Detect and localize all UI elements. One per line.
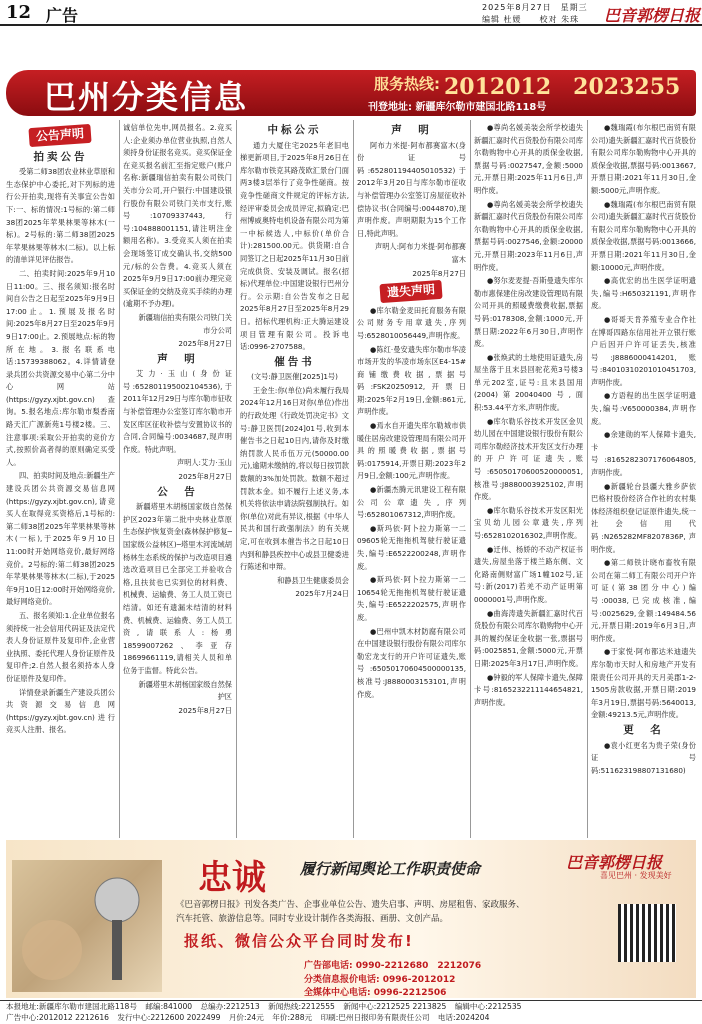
date: 2025年7月24日 [295, 589, 349, 599]
footer-item: 编辑中心:2212535 [454, 1002, 522, 1011]
lost-item: ●第二师铁计晓布畜牧有限公司在第二师工有限公司开户许可证(第38团分中心)编号:00038,已完成核准,编号:0025629,金额:149484.56元,开票日期:2019年6月3日,声明作废。 [591, 558, 696, 643]
lost-item: ●焉水自开遗失库尔勒城市供暖住居房改建设管理局有限公司开具的照暖费收据,票据号码:0175914,开票日期:2023年2月9日,金额:100元,声明作废。 [357, 421, 466, 481]
lost-item: ●张焕武的土地使用证遗失,房屋坐落于且末县回驼花苑3号楼3单元202室,证号:且末县国用(2004)第20040400号,面积:53.44平方米,声明作废。 [474, 352, 583, 413]
statement-heading: 声 明 [391, 124, 432, 136]
ad-headline: 忠诚 [198, 858, 266, 898]
lost-badge: 遗失声明 [380, 280, 443, 303]
notice-heading: 公 告 [157, 485, 198, 498]
footer-item: 发行中心:2212600 2022499 [117, 1013, 221, 1022]
statement-para: 艾力·玉山(身份证号:652801195002104536),于2011年12月29日与库尔勒市征收与补偿管理办公室签订库尔勒市开发区库区征收补偿与安置协议书的合同,合同编号:0034687,现声明作废。特此声明。 [123, 369, 232, 454]
promo-ad [6, 840, 696, 998]
footer-item: 印刷:巴州日报印务有限责任公司 [320, 1013, 430, 1022]
footer-item: 新闻中心:2212525 2213825 [343, 1002, 447, 1011]
lost-item: ●巴州中凯木材防腐有限公司在中国建设银行股份有限公司库尔勒宏龙支行的开户许可证遗失,账号:65050170604500000135,核准号:J8880003153101,声明作废。 [357, 626, 466, 699]
lost-item: ●方语程的出生医学证明遗失,编号:V650000384,声明作废。 [591, 391, 696, 426]
date: 2025年8月27日 [178, 705, 232, 715]
ad-image [12, 860, 162, 992]
notice-badge: 公告声明 [29, 124, 92, 147]
ad-phone: 全媒体中心电话: 0996-2212506 [304, 988, 447, 998]
signer: 声明人:艾力·玉山 [176, 458, 232, 468]
signer: 新疆瑞信拍卖有限公司铁门关市分公司 [138, 312, 232, 335]
classified-banner [6, 70, 696, 116]
auction-para: 五、报名须知:1.企业单位报名须持统一社会信用代码证及法定代表人身份证原件及复印件,企业营业执照、委托代理人身份证原件及复印件;2.自然人报名须持本人身份证原件及复印件。 [6, 610, 115, 683]
lost-item: ●新疆轮台县疆大雅乡萨依巴格村股份经济合作社的农村集体经济组织登记证原件遗失,统一社会信用代码:N265282MF8207836P,声明作废。 [591, 481, 696, 554]
section-title: 广告 [46, 6, 79, 25]
auction-heading: 拍卖公告 [33, 150, 88, 163]
footer-row [6, 1012, 702, 1023]
lost-item: ●钟毅的军人保障卡遗失,保障卡号:8165232211144654821,声明作废。 [474, 672, 583, 707]
auction-para: 二、拍卖时间:2025年9月10日11:00。三、报名须知:报名时间自公告之日起至2025年9月9日17:00止。1.预展及报名时间:2025年8月27日至2025年9月9日17:00止。2.预展地点:标的物所在地。3.报名联系电话:15739388062。4.详情请登录兵团公共资源交易中心第二分中心网站(https://gyzy.xjbt.gov.cn)查询。5.报名地点:库尔勒市梨香南路天汇广源新苑1号楼2楼。三、注意事项:采取公开拍卖的竞价方式,按照价高者得的原则确定买受人。 [6, 268, 115, 467]
footer-item: 总编办:2212513 [200, 1002, 260, 1011]
demand-para: 王金生:你(单位)尚未履行我局2024年12月16日对你(单位)作出的行政处理《行政处罚决定书》文号:静卫医罚[2024]01号,收到本催告书之日起10日内,请你及时缴纳罚款人民币伍万元(50000.00元),逾期未缴纳的,将以每日按罚款数额的3%加处罚款。数额不超过罚款本金。如不履行上述义务,本机关将依法申请法院强制执行。如你(单位)对此有异议,根据《中华人民共和国行政强制法》的有关规定,可在收到本催告书之日起10日内到和静县疾控中心或县卫健委进行陈述和申辩。 [240, 385, 349, 572]
demand-docno: (文号:静卫医催[2025]1号) [251, 372, 338, 382]
lost-item: ●曲海涛遗失新疆汇嘉时代百货股份有限公司库尔勒购物中心开具的履约保证金收据一张,票据号码:0025851,金额:5000元,开票日期:2025年3月17日,声明作废。 [474, 608, 583, 668]
column-divider [470, 120, 471, 838]
auction-para: 详情登录新疆生产建设兵团公共资源交易信息网(https://gyzy.xjbt.gov.cn)进行竞买人注册、报名。 [6, 687, 115, 735]
footer-item: 电话:2024204 [437, 1013, 490, 1022]
demand-heading: 催告书 [274, 355, 315, 368]
page-number: 12 [6, 2, 32, 23]
footer-item: 邮编:841000 [145, 1002, 193, 1011]
date: 2025年8月27日 [178, 472, 232, 482]
column-4 [357, 122, 466, 838]
lost-item: ●魏瑞霞(布尔根巴南贸有限公司)遗失新疆汇嘉时代百货股份有限公司库尔勒购物中心开具的质保金收据,票据号码:0013666,开票日期:2021年11月30日,金额:10000元,声明作废。 [591, 199, 696, 272]
statement-heading: 声 明 [157, 352, 198, 365]
date: 2025年8月27日 [412, 268, 466, 278]
signer: 声明人:阿布力米提·阿布都赛富木 [375, 242, 466, 264]
lost-item: ●库尔勒金麦田托育服务有限公司财务专用章遗失,序列号:6528010056449,声明作废。 [357, 305, 466, 340]
lost-item: ●魏瑞霞(布尔根巴南贸有限公司)遗失新疆汇嘉时代百货股份有限公司库尔勒购物中心开具的质保金收据,票据号码:0013667,开票日期:2021年11月30日,金额:5000元,声明作废。 [591, 123, 696, 195]
column-divider [353, 120, 354, 838]
newspaper-logo: 巴音郭楞日报 [604, 6, 701, 25]
page-footer [0, 1000, 702, 1024]
signer: 和静县卫生健康委员会 [277, 575, 349, 585]
ad-text: 汽车托管、旅游信息等。同时专业设计制作各类海报、画册、文创产品。 [176, 914, 449, 924]
lost-item: ●迁伟、杨娇的不动产权证书遗失,房屋坐落于楼兰路东侧、文化路南侧财富广场1幢102号,证号:新(2017)若羌不动产证明第0000001号,声明作废。 [474, 544, 583, 604]
lost-item: ●新疆杰腾元讯建设工程有限公司公章遗失,序列号:652801067312,声明作废。 [357, 485, 466, 520]
footer-item: 月价:24元 [228, 1013, 264, 1022]
ad-phone: 广告部电话: 0990-2212680 2212076 [304, 961, 482, 971]
date: 2025年8月27日 [178, 339, 232, 349]
column-2 [123, 122, 232, 838]
column-divider [587, 120, 588, 838]
lost-item: ●尊尚名媛美装会所学校遗失新疆汇嘉时代百货股份有限公司库尔勒购物中心开具的质保金收据,票据号码:0027546,金额:20000元,开票日期:2023年11月6日,声明作废。 [474, 199, 583, 272]
lost-item: ●斯玛依·阿卜拉力斯第一二09605轮无拖拖机驾驶行驶证遗失,编号:E6522200248,声明作废。 [357, 523, 466, 571]
rename-heading: 更 名 [623, 723, 664, 736]
lost-item: ●库尔勒乐谷技术开发区阳光宝贝幼儿园公章遗失,序列号:6528102016302,声明作废。 [474, 505, 583, 540]
footer-item: 广告中心:2012012 2212616 [6, 1013, 109, 1022]
footer-item: 本报地址:新疆库尔勒市建国北路118号 [6, 1002, 137, 1011]
bid-heading: 中标公示 [267, 124, 322, 136]
footer-row [6, 1001, 702, 1012]
lost-item: ●陈红·曼安遗失库尔勒市华凌市场开发的华凌市场东区E4-15#商铺缴费收据,票据号码:FSK20250912,开票日期:2025年2月19日,金额:861元,声明作废。 [357, 344, 466, 417]
lost-item: ●高优宏的出生医学证明遗失,编号:H650321191,声明作废。 [591, 276, 696, 311]
hotline-numbers: 2012012 2023255 [444, 74, 681, 100]
ad-slogan: 履行新闻舆论工作职责使命 [300, 860, 481, 878]
column-5 [474, 122, 583, 838]
notice-para: 新疆塔里木胡杨国家级自然保护区2023年第二批中央林业草原生态保护恢复资金(森林保护修复─国家级公益林区)─塔里木河流域胡杨林生态系统的保护与改造项目遴选改造项目已全部完工并验收合格,且扶贫也已实到位的材料费、机械费、运输费、务工人员工资已结清。如还有遗漏未结清的材料费、机械费、运输费、务工人员工资,请联系人:杨勇18599007262、李亚存18699661119,请相关人员和单位务于监督。特此公告。 [123, 502, 232, 675]
auction-para: 四、拍卖时间及地点:新疆生产建设兵团公共资源交易信息网(https://gyzy.xjbt.gov.cn),请竞买人在取得竞买资格后,1号标的:第二师38团2025年苹果林果等林木(一标),于2025年9月10日11:00时开始网络竞价,最好网络竞价。2号标的:第二师38团2025年苹果林果等林木(二标),于2025年9月10日12:00时开始网络竞价,最好网络竞价。 [6, 471, 115, 607]
footer-item: 年价:288元 [272, 1013, 313, 1022]
banner-address: 刊登地址: 新疆库尔勒市建国北路118号 [368, 102, 547, 113]
qr-code-icon[interactable] [618, 904, 676, 962]
lost-item: ●努尔麦麦提·吾斯曼遗失库尔勒市惠保建住房改建设管理局有限公司开具的照暖费缴费收据,票据号码:0178308,金额:1000元,开票日期:2022年6月30日,声明作废。 [474, 276, 583, 349]
auction-continued: 诚信单位先申,网员报名。2.竞买人:企业须办单位营业执照,自然人须持身份证报名竞买。竞买保证金在竞买报名前汇至指定账户(账户名称:新疆瑞信拍卖有限公司铁门关市分公司,开户银行:中国建设银行股份有限公司铁门关市支行,账号:10709337443,行号:104888001151,请注明注金额用名称)。3.受竞买人须在拍卖会现场签订成交确认书,交纳500元/标的公告费。4.竞买人须在2025年9月9日17:00前办理完竞买保证金的交纳及竞买手续的办理(逾期不予办理)。 [123, 123, 232, 309]
column-divider [236, 120, 237, 838]
lost-item: ●尊尚名媛美装会所学校遗失新疆汇嘉时代百货股份有限公司库尔勒购物中心开具的质保金收据,票据号码:0027547,金额:5000元,开票日期:2025年11月6日,声明作废。 [474, 123, 583, 195]
editor-credits: 编辑 杜媛 校对 朱珠 [482, 15, 580, 24]
ad-phone: 分类信息报价电话: 0996-2012012 [304, 975, 456, 985]
lost-item: ●库尔勒乐谷技术开发区金贝幼儿园在中国建设银行股份有限公司库尔勒经济技术开发区支行办理的开户许可证遗失,账号:65050170600520000051,核准号:J8880003925102,声明作废。 [474, 416, 583, 502]
lost-item: ●斯玛依·阿卜拉力斯第一二10654轮无拖拖机驾驶行驶证遗失,编号:E6522202575,声明作废。 [357, 575, 466, 622]
issue-date: 2025年8月27日 星期三 [482, 3, 588, 12]
column-divider [119, 120, 120, 838]
bid-para: 通力大厦住宅2025年老旧电梯更新项目,于2025年8月26日在库尔勒市铁克其路茂欧汇景台门面两3楼3层举行了竞争性磋商。按竞争性磋商文件规定的评标方法,经评审委员会成员评定,拟确定:巴州博威奥特电机设备有限公司为第一中标候选人,中标价(单价合计):281500.00元。供货期:自合同签订之日起2025年11月30日前完成供货、安装及调试。报名(招标)代理单位:中国建设银行巴州分行。公示期:自公告发布之日起2025年8月27日至2025年8月29日。招标代理机构:正大腾运建设项目管理有限公司。投诉电话:0996-2707588。 [240, 140, 349, 352]
statement-para: 阿布力米提·阿布都赛富木(身份证号码:652801194405010532)于2012年3月20日与库尔勒市征收与补偿管理办公室签订房屋征收补偿协议书(合同编号:0044870),现声明作废。声明期限为15个工作日,特此声明。 [357, 140, 466, 238]
microphone-icon [12, 860, 162, 992]
rename-item: ●袁小红更名为贵子荣(身份证号码:511623198807131680) [591, 740, 696, 775]
column-3 [240, 122, 349, 838]
badge-wrap [357, 282, 466, 301]
ad-logo-sub: 喜见巴州 · 发现美好 [600, 871, 672, 880]
signer: 新疆塔里木胡杨国家级自然保护区 [138, 679, 232, 702]
page-header [0, 0, 702, 26]
hotline-label: 服务热线: [374, 75, 440, 93]
ad-text: 《巴音郭楞日报》刊发各类广告、企事业单位公告、遗失启事、声明、房屋租售、家政服务、 [176, 900, 525, 910]
ad-logo: 巴音郭楞日报 [566, 853, 663, 872]
ad-callout: 报纸、微信公众平台同时发布! [184, 932, 414, 950]
auction-para: 受第二师38团农业林业草原和生态保护中心委托,对下列标的进行公开拍卖,现将有关事宜公告如下:一、标的情况:1号标的:第二师38团2025年苹果林果等林木(一标)。2号标的:第二师38团2025年苹果林果等林木(二标)。以上标的清单详见评估报告。 [6, 167, 115, 265]
column-6 [591, 122, 696, 838]
footer-item: 新闻热线:2212555 [268, 1002, 335, 1011]
lost-item: ●于家悦·阿布都达米迪遗失库尔勒市天时人和房地产开发有限责任公司开具的天月美郡1-2-1505房款收据,开票日期:2019年3月19日,票据号码:5640013,金额:49213.5元,声明作废。 [591, 647, 696, 720]
column-1 [6, 122, 115, 838]
badge-wrap [6, 126, 115, 145]
banner-title: 巴州分类信息 [44, 78, 249, 116]
lost-item: ●余建勋的军人保障卡遗失,卡号:8165282307176064805,声明作废。 [591, 430, 696, 478]
lost-item: ●哥哥天肯养殖专业合作社在博哥四路东信用社开立银行账户后因开户许可证丢失,核准号:J8886000414201,账号:84010310201010451703,声明作废。 [591, 314, 696, 387]
